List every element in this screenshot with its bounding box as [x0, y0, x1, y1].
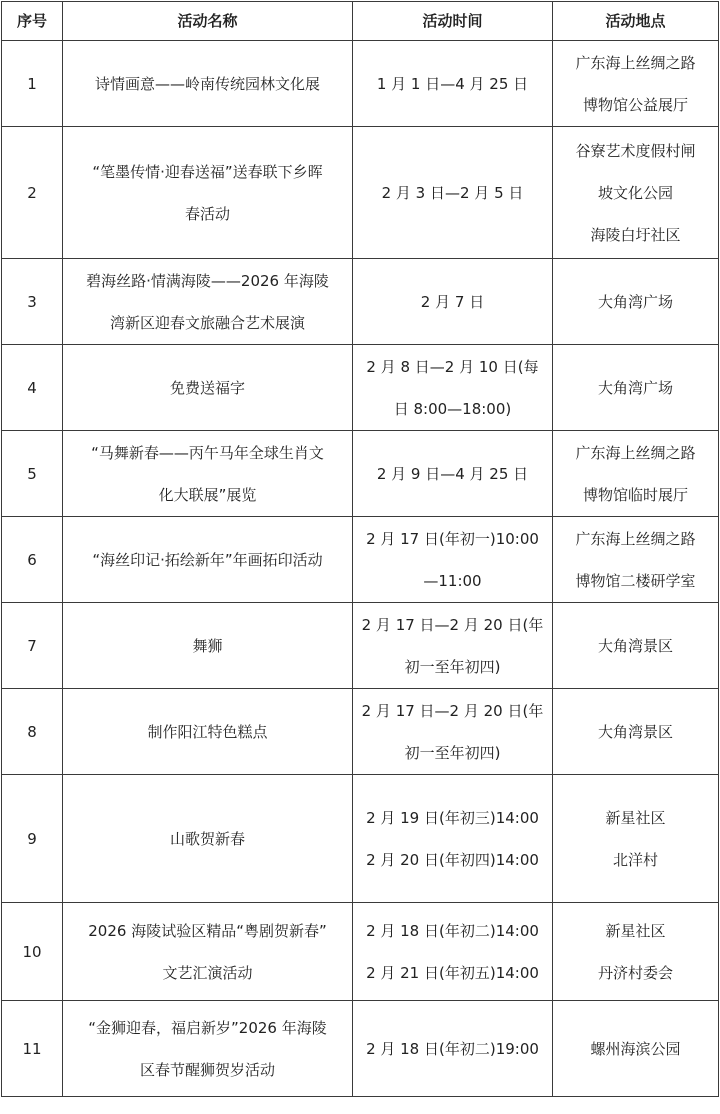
cell-time [353, 431, 553, 517]
cell-seq: 4 [2, 345, 63, 431]
cell-time [353, 41, 553, 127]
cell-time-line: 初一至年初四) [404, 743, 501, 762]
header-activity-time: 活动时间 [353, 2, 553, 41]
cell-place [553, 689, 719, 775]
cell-place-line: 大角湾广场 [597, 292, 673, 311]
cell-place [553, 517, 719, 603]
cell-time [353, 603, 553, 689]
cell-name [63, 903, 353, 1001]
cell-name-line: 诗情画意——岭南传统园林文化展 [94, 74, 320, 93]
cell-name-line: 2026 海陵试验区精品“粤剧贺新春” [88, 921, 327, 940]
cell-place [553, 127, 719, 259]
cell-name-line: 山歌贺新春 [169, 829, 245, 848]
cell-place [553, 345, 719, 431]
cell-place-line: 新星社区 [605, 921, 666, 940]
cell-time [353, 259, 553, 345]
cell-name [63, 1001, 353, 1097]
cell-time-line: 2 月 21 日(年初五)14:00 [366, 963, 539, 982]
cell-place-line: 丹济村委会 [597, 963, 673, 982]
cell-place-line: 广东海上丝绸之路 [575, 529, 696, 548]
cell-name [63, 775, 353, 903]
cell-seq: 6 [2, 517, 63, 603]
cell-name [63, 41, 353, 127]
cell-name-line: “笔墨传情·迎春送福”送春联下乡晖 [92, 162, 323, 181]
table-row [2, 431, 719, 517]
cell-name [63, 345, 353, 431]
cell-time-line: 2 月 17 日(年初一)10:00 [366, 529, 539, 548]
cell-time-line: 1 月 1 日—4 月 25 日 [376, 74, 529, 93]
cell-name [63, 127, 353, 259]
cell-seq: 8 [2, 689, 63, 775]
cell-time-line: 2 月 17 日—2 月 20 日(年 [361, 615, 544, 634]
cell-seq: 5 [2, 431, 63, 517]
cell-seq: 10 [2, 903, 63, 1001]
cell-time [353, 517, 553, 603]
cell-place-line: 广东海上丝绸之路 [575, 443, 696, 462]
cell-name-line: 区春节醒狮贺岁活动 [139, 1060, 275, 1079]
cell-place [553, 603, 719, 689]
table-row [2, 1001, 719, 1097]
cell-time [353, 775, 553, 903]
cell-name [63, 689, 353, 775]
cell-name-line: “金狮迎春，福启新岁”2026 年海陵 [88, 1018, 327, 1037]
table-header-row [2, 2, 719, 41]
cell-name [63, 431, 353, 517]
cell-time-line: 日 8:00—18:00) [393, 399, 512, 418]
cell-time-line: 2 月 18 日(年初二)14:00 [366, 921, 539, 940]
cell-name-line: 春活动 [184, 204, 230, 223]
cell-name-line: 免费送福字 [169, 378, 245, 397]
cell-place [553, 431, 719, 517]
cell-place-line: 大角湾景区 [597, 722, 673, 741]
cell-time [353, 345, 553, 431]
cell-name-line: 舞狮 [192, 636, 223, 655]
table-row [2, 903, 719, 1001]
cell-place-line: 北洋村 [612, 850, 658, 869]
cell-place-line: 广东海上丝绸之路 [575, 53, 696, 72]
cell-time-line: 2 月 19 日(年初三)14:00 [366, 808, 539, 827]
cell-name-line: “马舞新春——丙午马年全球生肖文 [91, 443, 324, 462]
cell-seq: 7 [2, 603, 63, 689]
cell-name [63, 259, 353, 345]
cell-time-line: —11:00 [423, 571, 482, 590]
cell-place-line: 新星社区 [605, 808, 666, 827]
cell-name [63, 603, 353, 689]
cell-time-line: 2 月 9 日—4 月 25 日 [376, 464, 529, 483]
cell-time-line: 2 月 7 日 [420, 292, 485, 311]
cell-name-line: 碧海丝路·情满海陵——2026 年海陵 [86, 271, 329, 290]
cell-place-line: 博物馆二楼研学室 [575, 571, 696, 590]
table-row [2, 603, 719, 689]
cell-place-line: 博物馆公益展厅 [582, 95, 688, 114]
cell-place [553, 1001, 719, 1097]
event-schedule-table [1, 1, 719, 1097]
cell-time [353, 903, 553, 1001]
cell-name [63, 517, 353, 603]
cell-place-line: 大角湾景区 [597, 636, 673, 655]
cell-name-line: 文艺汇演活动 [162, 963, 253, 982]
cell-seq: 11 [2, 1001, 63, 1097]
cell-time [353, 1001, 553, 1097]
cell-place [553, 41, 719, 127]
cell-place-line: 坡文化公园 [597, 183, 673, 202]
table-row [2, 689, 719, 775]
cell-name-line: 湾新区迎春文旅融合艺术展演 [109, 313, 305, 332]
cell-time [353, 689, 553, 775]
cell-time [353, 127, 553, 259]
table-row [2, 517, 719, 603]
header-activity-place: 活动地点 [553, 2, 719, 41]
cell-time-line: 2 月 18 日(年初二)19:00 [366, 1039, 539, 1058]
cell-place-line: 博物馆临时展厅 [582, 485, 688, 504]
cell-time-line: 2 月 3 日—2 月 5 日 [381, 183, 524, 202]
cell-time-line: 2 月 20 日(年初四)14:00 [366, 850, 539, 869]
cell-place-line: 螺州海滨公园 [590, 1039, 681, 1058]
cell-time-line: 2 月 17 日—2 月 20 日(年 [361, 701, 544, 720]
cell-place-line: 海陵白圩社区 [590, 225, 681, 244]
cell-name-line: 化大联展”展览 [158, 485, 257, 504]
cell-place [553, 259, 719, 345]
cell-seq: 9 [2, 775, 63, 903]
cell-name-line: 制作阳江特色糕点 [147, 722, 268, 741]
cell-place [553, 775, 719, 903]
cell-place [553, 903, 719, 1001]
table-row [2, 41, 719, 127]
table-row [2, 127, 719, 259]
header-activity-name: 活动名称 [63, 2, 353, 41]
cell-place-line: 大角湾广场 [597, 378, 673, 397]
cell-place-line: 谷寮艺术度假村闸 [575, 141, 696, 160]
cell-time-line: 2 月 8 日—2 月 10 日(每 [366, 357, 539, 376]
cell-seq: 2 [2, 127, 63, 259]
cell-time-line: 初一至年初四) [404, 657, 501, 676]
table-row [2, 259, 719, 345]
cell-name-line: “海丝印记·拓绘新年”年画拓印活动 [92, 550, 323, 569]
table-body [2, 41, 719, 1097]
cell-seq: 3 [2, 259, 63, 345]
table-row [2, 345, 719, 431]
cell-seq: 1 [2, 41, 63, 127]
table-row [2, 775, 719, 903]
header-seq: 序号 [2, 2, 63, 41]
